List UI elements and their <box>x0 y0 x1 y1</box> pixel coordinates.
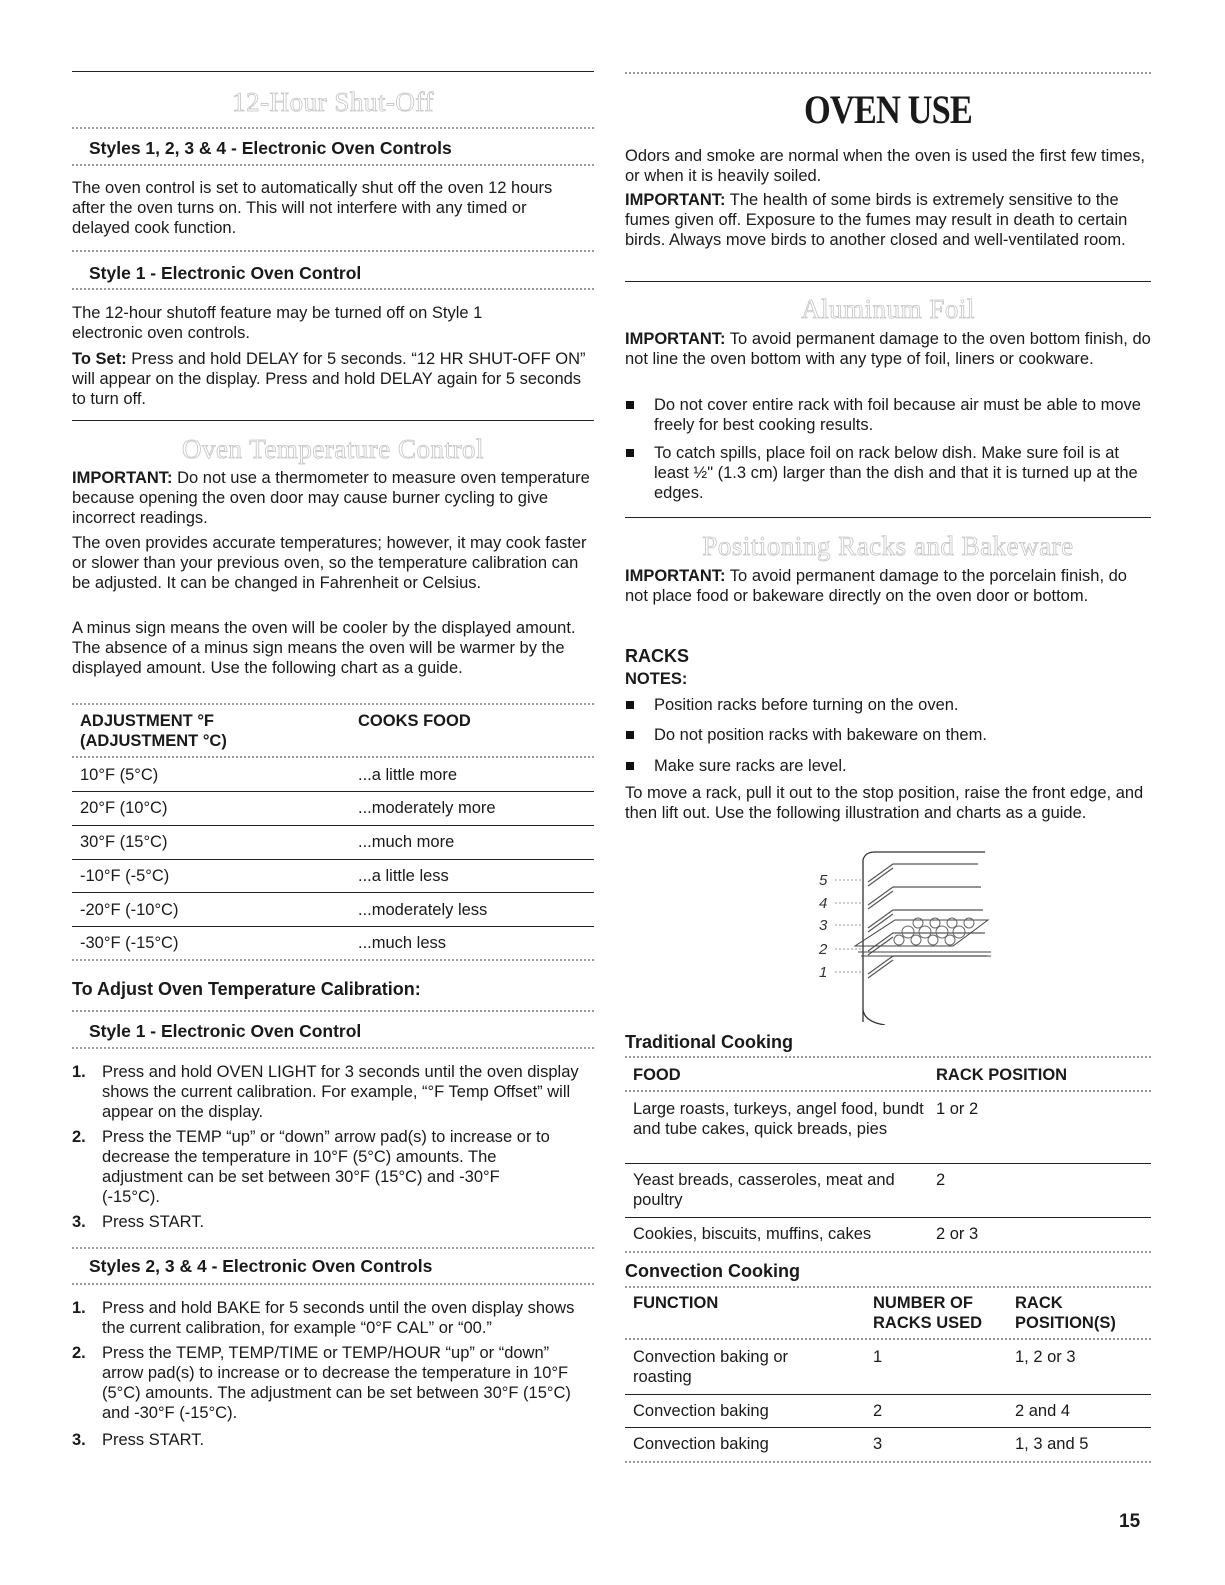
traditional-cooking-heading: Traditional Cooking <box>625 1032 794 1052</box>
table-cell-cooks: ...a little more <box>358 766 458 784</box>
table-cell-cooks: ...much less <box>358 934 447 952</box>
table-cell-adjustment: -10°F (-5°C) <box>80 867 170 885</box>
section-heading-temp: Oven Temperature Control <box>181 434 485 464</box>
temp-important-paragraph <box>72 468 594 528</box>
dotted-divider <box>72 1010 594 1012</box>
step-text: Press and hold BAKE for 5 seconds until the oven display shows the current calibration, for example “0°F CAL” or “00.” <box>102 1299 575 1337</box>
important-label: IMPORTANT: <box>625 567 726 585</box>
adjust-calibration-heading: To Adjust Oven Temperature Calibration: <box>72 979 421 999</box>
step-text: Press the TEMP, TEMP/TIME or TEMP/HOUR “up” or “down” arrow pad(s) to increase or to decrease the temperature in 10°F (5°C) amounts. The adjustment can be set between 30°F (15°C) and -30°F (-15°C). <box>102 1344 571 1422</box>
section-heading-racks: Positioning Racks and Bakeware <box>702 531 1074 561</box>
bullet-icon <box>626 449 634 457</box>
col-header-adjustment-f: ADJUSTMENT °F <box>80 712 215 730</box>
temp-paragraph-1: The oven provides accurate temperatures; however, it may cook faster or slower than your previous oven, so the temperature calibration can be adjusted. It can be changed in Fahrenheit or Celsius. <box>72 534 587 592</box>
table-cell-number: 2 <box>873 1402 883 1420</box>
to-set-paragraph <box>72 349 594 409</box>
subheading-styles-1-4: Styles 1, 2, 3 & 4 - Electronic Oven Controls <box>89 138 452 158</box>
table-cell-adjustment: -30°F (-15°C) <box>80 934 179 952</box>
dotted-divider <box>72 1047 594 1049</box>
foil-important-paragraph <box>625 329 1151 369</box>
divider <box>625 281 1151 282</box>
step-number: 3. <box>72 1213 86 1231</box>
dotted-divider <box>72 1247 594 1249</box>
col-header-adjustment-c: (ADJUSTMENT °C) <box>80 732 227 750</box>
rack-positions-illustration <box>813 850 993 1025</box>
page-number: 15 <box>1119 1511 1141 1532</box>
dotted-divider <box>625 1286 1151 1288</box>
col-header-food: FOOD <box>633 1066 681 1084</box>
important-label: IMPORTANT: <box>72 469 173 487</box>
bullet-text: Do not position racks with bakeware on them. <box>654 726 987 744</box>
table-cell-adjustment: -20°F (-10°C) <box>80 901 179 919</box>
row-divider <box>72 859 594 860</box>
birds-important-paragraph <box>625 190 1151 250</box>
table-cell-cooks: ...moderately more <box>358 799 496 817</box>
row-divider <box>625 1163 1151 1164</box>
table-cell-cooks: ...much more <box>358 833 455 851</box>
dotted-divider <box>625 1338 1151 1340</box>
section-heading-shutoff: 12-Hour Shut-Off <box>232 87 434 117</box>
rack-position-label: 3 <box>819 917 828 934</box>
temp-paragraph-2: A minus sign means the oven will be cooler by the displayed amount. The absence of a minus sign means the oven will be warmer by the displayed amount. Use the following chart as a guide. <box>72 619 576 677</box>
table-cell-food: Large roasts, turkeys, angel food, bundt and tube cakes, quick breads, pies <box>633 1100 924 1138</box>
table-cell-food: Cookies, biscuits, muffins, cakes <box>633 1225 872 1243</box>
table-cell-rack: 2 <box>936 1171 946 1189</box>
important-label: IMPORTANT: <box>625 191 726 209</box>
table-cell-function: Convection baking or roasting <box>633 1348 789 1386</box>
bullet-text: To catch spills, place foil on rack below dish. Make sure foil is at least ½" (1.3 cm) larger than the dish and that it is turned up at the edges. <box>654 444 1138 502</box>
step-text: Press the TEMP “up” or “down” arrow pad(s) to increase or to decrease the temperature in 10°F (5°C) amounts. The adjustment can be set between 30°F (15°C) and -30°F (-15°C). <box>102 1128 550 1206</box>
important-text: Do not use a thermometer to measure oven temperature because opening the oven door may cause burner cycling to give incorrect readings. <box>72 469 590 527</box>
step-number: 1. <box>72 1299 86 1317</box>
table-cell-adjustment: 30°F (15°C) <box>80 833 168 851</box>
important-text: The health of some birds is extremely sensitive to the fumes given off. Exposure to the fumes may result in death to certain birds. Always move birds to another closed and well-ventilated room. <box>625 191 1128 249</box>
table-cell-number: 3 <box>873 1435 883 1453</box>
dotted-divider <box>72 164 594 166</box>
important-text: To avoid permanent damage to the porcelain finish, do not place food or bakeware directly on the oven door or bottom. <box>625 567 1127 605</box>
dotted-divider <box>72 756 594 758</box>
row-divider <box>72 791 594 792</box>
dotted-divider <box>625 1090 1151 1092</box>
shutoff-style1-paragraph: The 12-hour shutoff feature may be turned off on Style 1 electronic oven controls. <box>72 304 483 342</box>
important-label: IMPORTANT: <box>625 330 726 348</box>
dotted-divider <box>72 250 594 252</box>
to-set-text: Press and hold DELAY for 5 seconds. “12 HR SHUT-OFF ON” will appear on the display. Press and hold DELAY again for 5 seconds to turn off. <box>72 350 586 408</box>
divider <box>72 420 594 421</box>
col-header-cooks-food: COOKS FOOD <box>358 712 471 730</box>
row-divider <box>72 892 594 893</box>
rack-position-label: 4 <box>819 895 828 912</box>
col-header-rack-position: RACK POSITION <box>936 1066 1068 1084</box>
table-cell-adjustment: 20°F (10°C) <box>80 799 168 817</box>
table-cell-rack: 2 or 3 <box>936 1225 979 1243</box>
dotted-divider <box>625 1251 1151 1253</box>
racks-important-paragraph <box>625 566 1151 606</box>
important-text: To avoid permanent damage to the oven bottom finish, do not line the oven bottom with any type of foil, liners or cookware. <box>625 330 1151 368</box>
racks-heading: RACKS <box>625 646 690 666</box>
dotted-divider <box>72 1283 594 1285</box>
dotted-divider <box>625 72 1151 74</box>
row-divider <box>72 926 594 927</box>
step-number: 1. <box>72 1063 86 1081</box>
notes-heading: NOTES: <box>625 670 688 688</box>
step-text: Press START. <box>102 1431 205 1449</box>
subheading-style-1: Style 1 - Electronic Oven Control <box>89 263 362 283</box>
step-number: 2. <box>72 1128 86 1146</box>
rack-position-label: 2 <box>819 941 828 958</box>
subheading-styles-2-4: Styles 2, 3 & 4 - Electronic Oven Controls <box>89 1256 433 1276</box>
divider <box>72 71 594 72</box>
move-rack-paragraph: To move a rack, pull it out to the stop position, raise the front edge, and then lift out. Use the following illustration and charts as a guide. <box>625 784 1144 822</box>
dotted-divider <box>625 1056 1151 1058</box>
convection-cooking-heading: Convection Cooking <box>625 1261 800 1281</box>
bullet-icon <box>626 401 634 409</box>
bullet-text: Make sure racks are level. <box>654 757 847 775</box>
table-cell-function: Convection baking <box>633 1435 769 1453</box>
shutoff-paragraph: The oven control is set to automatically shut off the oven 12 hours after the oven turns on. This will not interfere with any timed or delayed cook function. <box>72 179 553 237</box>
to-set-label: To Set: <box>72 350 127 368</box>
row-divider <box>625 1427 1151 1428</box>
subheading-style-1: Style 1 - Electronic Oven Control <box>89 1021 362 1041</box>
step-number: 2. <box>72 1344 86 1362</box>
rack-position-label: 5 <box>819 872 828 889</box>
col-header-function: FUNCTION <box>633 1294 719 1312</box>
table-cell-positions: 1, 2 or 3 <box>1015 1348 1076 1366</box>
bullet-icon <box>626 731 634 739</box>
dotted-divider <box>72 127 594 129</box>
bullet-text: Do not cover entire rack with foil because air must be able to move freely for best cooking results. <box>654 396 1141 434</box>
col-header-rack-positions: RACK POSITION(S) <box>1015 1294 1116 1332</box>
table-cell-cooks: ...a little less <box>358 867 449 885</box>
dotted-divider <box>72 703 594 705</box>
bullet-icon <box>626 701 634 709</box>
table-cell-positions: 1, 3 and 5 <box>1015 1435 1089 1453</box>
table-cell-food: Yeast breads, casseroles, meat and poultry <box>633 1171 895 1209</box>
row-divider <box>625 1217 1151 1218</box>
table-cell-cooks: ...moderately less <box>358 901 488 919</box>
col-header-number-of-racks: NUMBER OF RACKS USED <box>873 1294 983 1332</box>
step-number: 3. <box>72 1431 86 1449</box>
rack-position-label: 1 <box>819 964 828 981</box>
bullet-text: Position racks before turning on the oven. <box>654 696 959 714</box>
section-heading-foil: Aluminum Foil <box>801 294 975 324</box>
step-text: Press START. <box>102 1213 205 1231</box>
intro-paragraph: Odors and smoke are normal when the oven is used the first few times, or when it is heavily soiled. <box>625 147 1145 185</box>
table-cell-number: 1 <box>873 1348 883 1366</box>
dotted-divider <box>625 1461 1151 1463</box>
dotted-divider <box>72 959 594 961</box>
divider <box>625 517 1151 518</box>
row-divider <box>625 1394 1151 1395</box>
bullet-icon <box>626 762 634 770</box>
table-cell-adjustment: 10°F (5°C) <box>80 766 159 784</box>
table-cell-function: Convection baking <box>633 1402 769 1420</box>
page-title: OVEN USE <box>803 87 973 132</box>
row-divider <box>72 825 594 826</box>
table-cell-rack: 1 or 2 <box>936 1100 979 1118</box>
step-text: Press and hold OVEN LIGHT for 3 seconds until the oven display shows the current calibration. For example, “°F Temp Offset” will appear on the display. <box>102 1063 579 1121</box>
table-cell-positions: 2 and 4 <box>1015 1402 1071 1420</box>
dotted-divider <box>72 288 594 290</box>
